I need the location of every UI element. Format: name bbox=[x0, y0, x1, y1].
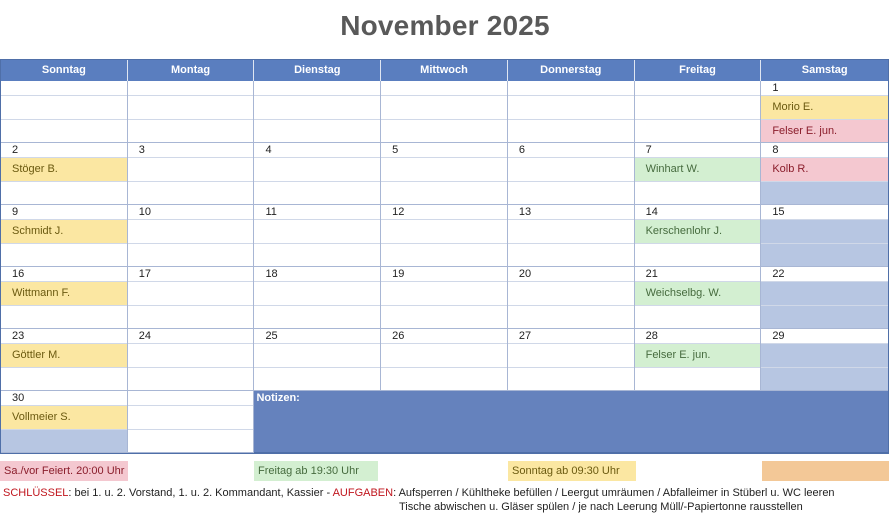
day-number: 12 bbox=[381, 205, 507, 220]
empty-slot[interactable] bbox=[1, 96, 127, 119]
empty-slot[interactable] bbox=[128, 181, 254, 204]
empty-slot[interactable] bbox=[508, 243, 634, 266]
day-cell[interactable] bbox=[254, 81, 381, 143]
empty-slot[interactable] bbox=[381, 220, 507, 243]
assignment-slot[interactable]: Winhart W. bbox=[635, 158, 761, 181]
empty-slot[interactable] bbox=[761, 220, 888, 243]
empty-slot[interactable] bbox=[254, 181, 380, 204]
day-cell[interactable] bbox=[128, 143, 255, 205]
footer-line-2: Tische abwischen u. Gläser spülen / je nach Leerung Müll/-Papiertonne rausstellen bbox=[399, 501, 803, 513]
empty-slot[interactable] bbox=[128, 282, 254, 305]
day-number: 27 bbox=[508, 329, 634, 344]
legend-item bbox=[762, 461, 889, 481]
day-number bbox=[128, 391, 254, 406]
assignment-slot[interactable]: Wittmann F. bbox=[1, 282, 127, 305]
day-number: 14 bbox=[635, 205, 761, 220]
day-cell[interactable] bbox=[254, 329, 381, 391]
empty-slot[interactable] bbox=[381, 119, 507, 142]
weekday-header-row bbox=[1, 60, 888, 81]
empty-slot[interactable] bbox=[254, 158, 380, 181]
empty-slot[interactable] bbox=[1, 367, 127, 390]
weekday-header: Freitag bbox=[635, 60, 762, 81]
key-text: : bei 1. u. 2. Vorstand, 1. u. 2. Kommandant, Kassier - bbox=[68, 487, 333, 499]
day-cell[interactable] bbox=[128, 205, 255, 267]
day-cell[interactable] bbox=[508, 205, 635, 267]
footer-instructions bbox=[3, 486, 883, 514]
day-cell[interactable] bbox=[761, 267, 888, 329]
day-number: 5 bbox=[381, 143, 507, 158]
day-number: 28 bbox=[635, 329, 761, 344]
calendar-grid bbox=[0, 59, 889, 454]
week-row bbox=[1, 329, 888, 391]
day-cell[interactable] bbox=[635, 329, 762, 391]
empty-slot[interactable] bbox=[381, 344, 507, 367]
day-cell[interactable] bbox=[508, 267, 635, 329]
empty-slot[interactable] bbox=[761, 181, 888, 204]
empty-slot[interactable] bbox=[1, 181, 127, 204]
day-number: 19 bbox=[381, 267, 507, 282]
day-number: 18 bbox=[254, 267, 380, 282]
day-number: 13 bbox=[508, 205, 634, 220]
day-cell[interactable] bbox=[635, 267, 762, 329]
empty-slot[interactable] bbox=[508, 220, 634, 243]
weeks-container bbox=[1, 81, 888, 391]
day-cell[interactable] bbox=[128, 81, 255, 143]
day-number: 25 bbox=[254, 329, 380, 344]
day-number: 3 bbox=[128, 143, 254, 158]
day-cell[interactable] bbox=[381, 81, 508, 143]
weekday-header: Mittwoch bbox=[381, 60, 508, 81]
empty-slot[interactable] bbox=[254, 282, 380, 305]
day-number: 26 bbox=[381, 329, 507, 344]
empty-slot[interactable] bbox=[635, 96, 761, 119]
empty-slot[interactable] bbox=[635, 305, 761, 328]
empty-slot[interactable] bbox=[508, 344, 634, 367]
empty-slot[interactable] bbox=[254, 305, 380, 328]
day-number: 17 bbox=[128, 267, 254, 282]
assignment-slot[interactable]: Göttler M. bbox=[1, 344, 127, 367]
empty-slot[interactable] bbox=[381, 158, 507, 181]
day-number bbox=[254, 81, 380, 96]
empty-slot[interactable] bbox=[381, 243, 507, 266]
day-cell[interactable] bbox=[635, 143, 762, 205]
day-cell[interactable] bbox=[128, 267, 255, 329]
empty-slot[interactable] bbox=[128, 429, 254, 452]
empty-slot[interactable] bbox=[508, 158, 634, 181]
empty-slot[interactable] bbox=[381, 181, 507, 204]
empty-slot[interactable] bbox=[254, 243, 380, 266]
day-number bbox=[381, 81, 507, 96]
weekday-header: Donnerstag bbox=[508, 60, 635, 81]
day-cell[interactable] bbox=[1, 81, 128, 143]
empty-slot[interactable] bbox=[128, 305, 254, 328]
weekday-header: Dienstag bbox=[254, 60, 381, 81]
day-number: 24 bbox=[128, 329, 254, 344]
empty-slot[interactable] bbox=[381, 96, 507, 119]
empty-slot[interactable] bbox=[508, 367, 634, 390]
day-cell[interactable] bbox=[1, 267, 128, 329]
empty-slot[interactable] bbox=[381, 367, 507, 390]
day-cell[interactable] bbox=[508, 329, 635, 391]
empty-slot[interactable] bbox=[1, 119, 127, 142]
week-row bbox=[1, 267, 888, 329]
day-cell[interactable] bbox=[1, 205, 128, 267]
day-cell[interactable] bbox=[761, 143, 888, 205]
empty-slot[interactable] bbox=[508, 282, 634, 305]
assignment-slot[interactable]: Kerschenlohr J. bbox=[635, 220, 761, 243]
assignment-slot[interactable]: Stöger B. bbox=[1, 158, 127, 181]
empty-slot[interactable] bbox=[254, 119, 380, 142]
day-cell[interactable] bbox=[761, 205, 888, 267]
day-number bbox=[128, 81, 254, 96]
last-week-row bbox=[1, 391, 888, 453]
empty-slot[interactable] bbox=[1, 243, 127, 266]
assignment-slot[interactable]: Felser E. jun. bbox=[635, 344, 761, 367]
day-cell[interactable] bbox=[381, 205, 508, 267]
day-number: 4 bbox=[254, 143, 380, 158]
tasks-label: AUFGABEN bbox=[332, 487, 394, 499]
empty-slot[interactable] bbox=[254, 96, 380, 119]
day-number: 6 bbox=[508, 143, 634, 158]
weekday-header: Samstag bbox=[801, 64, 848, 76]
empty-slot[interactable] bbox=[381, 282, 507, 305]
day-number: 21 bbox=[635, 267, 761, 282]
empty-slot[interactable] bbox=[128, 344, 254, 367]
tasks-text: : Aufsperren / Kühltheke befüllen / Leergut umräumen / Abfalleimer in Stüberl u. WC leeren bbox=[393, 487, 835, 499]
day-number: 29 bbox=[761, 329, 888, 344]
empty-slot[interactable] bbox=[128, 158, 254, 181]
empty-slot[interactable] bbox=[635, 243, 761, 266]
day-number: 7 bbox=[635, 143, 761, 158]
assignment-slot[interactable]: Vollmeier S. bbox=[1, 406, 127, 429]
day-number: 10 bbox=[128, 205, 254, 220]
legend-item: Sa./vor Feiert. 20:00 Uhr bbox=[0, 461, 128, 481]
day-number: 15 bbox=[761, 205, 888, 220]
empty-slot[interactable] bbox=[635, 119, 761, 142]
day-number: 11 bbox=[254, 205, 380, 220]
empty-slot[interactable] bbox=[254, 344, 380, 367]
empty-slot[interactable] bbox=[1, 429, 127, 452]
day-cell[interactable] bbox=[1, 329, 128, 391]
day-number: 8 bbox=[761, 143, 888, 158]
empty-slot[interactable] bbox=[508, 181, 634, 204]
day-number: 2 bbox=[1, 143, 127, 158]
day-cell[interactable] bbox=[508, 143, 635, 205]
empty-slot[interactable] bbox=[635, 367, 761, 390]
empty-slot[interactable] bbox=[128, 243, 254, 266]
week-row bbox=[1, 143, 888, 205]
day-cell[interactable] bbox=[254, 143, 381, 205]
day-cell[interactable] bbox=[761, 81, 888, 143]
day-number bbox=[1, 81, 127, 96]
empty-slot[interactable] bbox=[128, 119, 254, 142]
calendar-title: November 2025 bbox=[340, 10, 550, 41]
weekday-header: Sonntag bbox=[1, 60, 128, 81]
week-row bbox=[1, 81, 888, 143]
notes-label: Notizen: bbox=[256, 392, 300, 404]
legend-item: Sonntag ab 09:30 Uhr bbox=[508, 461, 636, 481]
legend-item: Freitag ab 19:30 Uhr bbox=[254, 461, 378, 481]
empty-slot[interactable] bbox=[635, 181, 761, 204]
empty-slot[interactable] bbox=[381, 305, 507, 328]
empty-slot[interactable] bbox=[254, 220, 380, 243]
day-cell[interactable] bbox=[1, 143, 128, 205]
assignment-slot[interactable]: Felser E. jun. bbox=[761, 119, 888, 142]
empty-slot[interactable] bbox=[761, 367, 888, 390]
empty-slot[interactable] bbox=[128, 220, 254, 243]
empty-slot[interactable] bbox=[128, 96, 254, 119]
day-number: 16 bbox=[1, 267, 127, 282]
weekday-header: Montag bbox=[128, 60, 255, 81]
empty-slot[interactable] bbox=[761, 305, 888, 328]
assignment-slot[interactable]: Morio E. bbox=[761, 96, 888, 119]
week-row bbox=[1, 205, 888, 267]
empty-slot[interactable] bbox=[128, 367, 254, 390]
empty-slot[interactable] bbox=[761, 243, 888, 266]
empty-slot[interactable] bbox=[508, 119, 634, 142]
day-cell[interactable] bbox=[508, 81, 635, 143]
day-number: 30 bbox=[1, 391, 127, 406]
empty-slot[interactable] bbox=[761, 282, 888, 305]
assignment-slot[interactable]: Schmidt J. bbox=[1, 220, 127, 243]
day-number bbox=[635, 81, 761, 96]
empty-slot[interactable] bbox=[254, 367, 380, 390]
day-number bbox=[508, 81, 634, 96]
day-cell[interactable] bbox=[635, 205, 762, 267]
empty-slot[interactable] bbox=[1, 305, 127, 328]
empty-slot[interactable] bbox=[128, 406, 254, 429]
day-cell[interactable] bbox=[254, 205, 381, 267]
day-number: 22 bbox=[761, 267, 888, 282]
day-cell[interactable] bbox=[381, 267, 508, 329]
day-cell[interactable] bbox=[381, 329, 508, 391]
day-cell[interactable] bbox=[761, 329, 888, 391]
assignment-slot[interactable]: Kolb R. bbox=[761, 158, 888, 181]
day-cell[interactable] bbox=[128, 391, 255, 453]
day-cell[interactable] bbox=[381, 143, 508, 205]
day-cell[interactable] bbox=[1, 391, 128, 453]
footer-line-1 bbox=[3, 486, 883, 500]
day-number: 23 bbox=[1, 329, 127, 344]
day-cell[interactable] bbox=[635, 81, 762, 143]
day-number: 20 bbox=[508, 267, 634, 282]
key-label: SCHLÜSSEL bbox=[3, 487, 69, 499]
empty-slot[interactable] bbox=[761, 344, 888, 367]
assignment-slot[interactable]: Weichselbg. W. bbox=[635, 282, 761, 305]
day-number: 9 bbox=[1, 205, 127, 220]
day-number: 1 bbox=[761, 81, 888, 96]
empty-slot[interactable] bbox=[508, 305, 634, 328]
day-cell[interactable] bbox=[128, 329, 255, 391]
empty-slot[interactable] bbox=[508, 96, 634, 119]
notes-area[interactable] bbox=[254, 391, 888, 453]
day-cell[interactable] bbox=[254, 267, 381, 329]
